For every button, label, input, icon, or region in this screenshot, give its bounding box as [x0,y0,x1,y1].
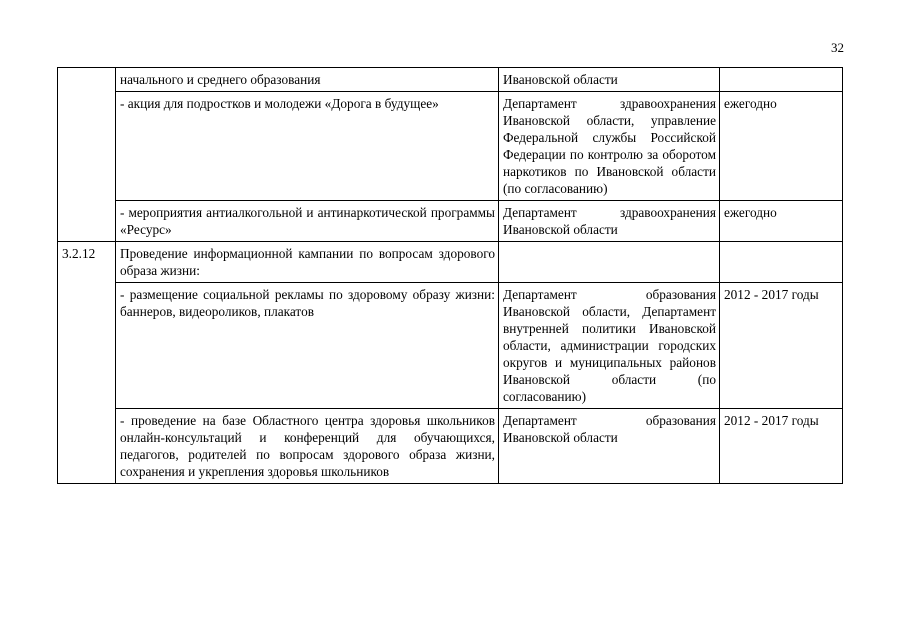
table-row [58,283,843,409]
executor-cell: Департамент здравоохранения Ивановской области [499,201,720,242]
table-row [58,92,843,201]
term-cell [720,242,843,283]
activities-table [57,67,843,484]
executor-cell: Департамент образования Ивановской области [499,409,720,484]
event-cell: - размещение социальной рекламы по здоровому образу жизни: баннеров, видеороликов, плакатов [116,283,499,409]
event-cell: - мероприятия антиалкогольной и антинаркотической программы «Ресурс» [116,201,499,242]
term-cell: 2012 - 2017 годы [720,409,843,484]
event-cell: начального и среднего образования [116,68,499,92]
event-cell: Проведение информационной кампании по вопросам здорового образа жизни: [116,242,499,283]
page-number: 32 [831,40,844,55]
event-cell: - акция для подростков и молодежи «Дорога в будущее» [116,92,499,201]
executor-cell: Департамент здравоохранения Ивановской области, управление Федеральной службы Российской Федерации по контролю за оборотом наркотиков по Ивановской области (по согласованию) [499,92,720,201]
executor-cell: Департамент образования Ивановской области, Департамент внутренней политики Ивановской области, администрации городских округов и муниципальных районов Ивановской области (по согласованию) [499,283,720,409]
table-row [58,409,843,484]
term-cell: ежегодно [720,201,843,242]
table-row [58,242,843,283]
executor-cell: Ивановской области [499,68,720,92]
term-cell: ежегодно [720,92,843,201]
table-row [58,201,843,242]
event-cell: - проведение на базе Областного центра здоровья школьников онлайн-консультаций и конференций для обучающихся, педагогов, родителей по вопросам здорового образа жизни, сохранения и укрепления здоровья школьников [116,409,499,484]
term-cell [720,68,843,92]
item-number-cell [58,68,116,242]
executor-cell [499,242,720,283]
item-number-cell: 3.2.12 [58,242,116,484]
term-cell: 2012 - 2017 годы [720,283,843,409]
table-row [58,68,843,92]
